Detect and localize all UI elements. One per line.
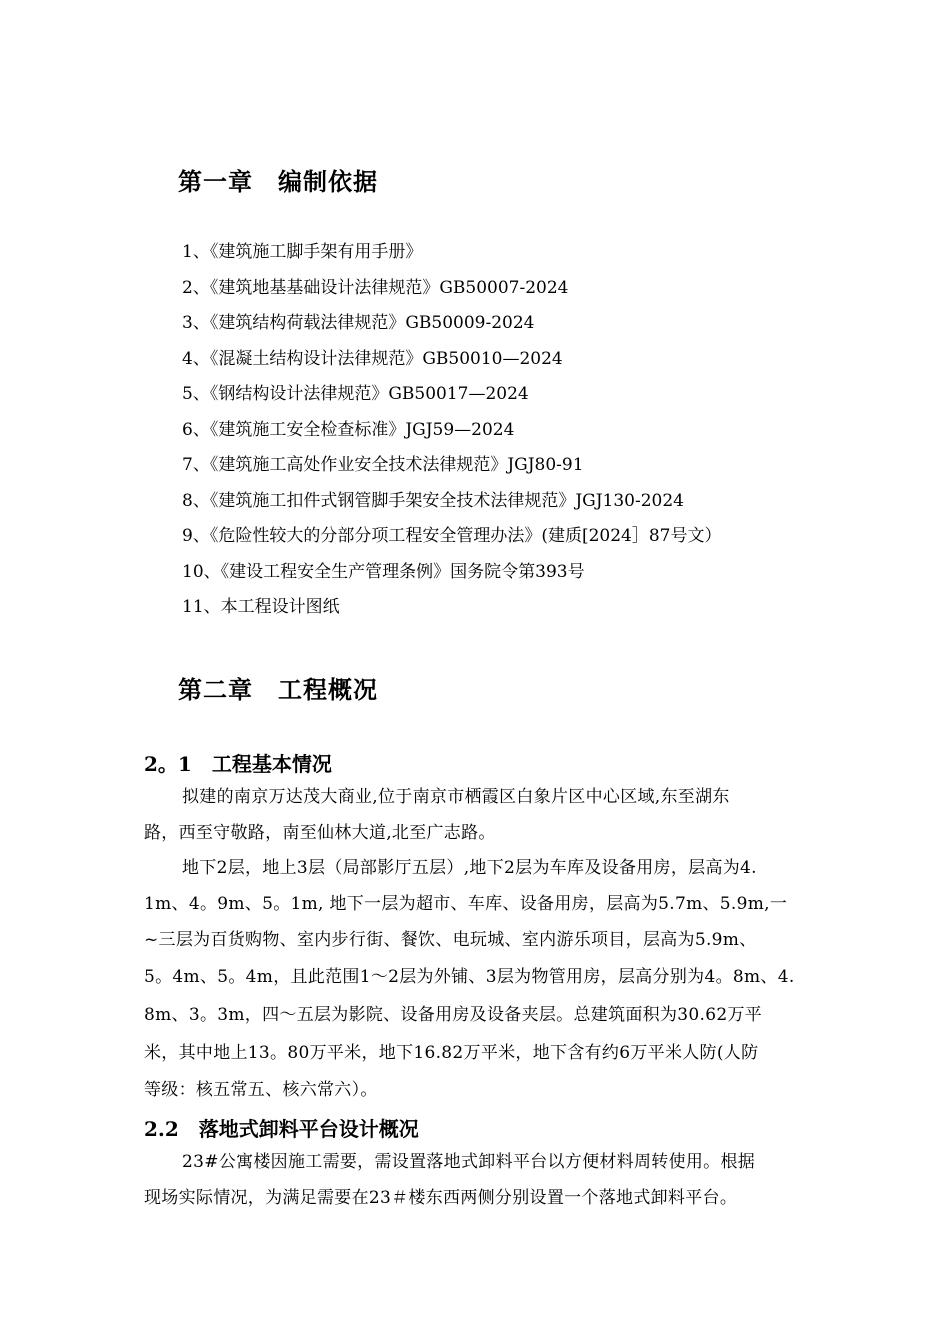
reference-item: 7、《建筑施工高处作业安全技术法律规范》JGJ80-91 bbox=[182, 455, 584, 475]
section-heading: 2.2 落地式卸料平台设计概况 bbox=[144, 1117, 419, 1141]
reference-item: 1、《建筑施工脚手架有用手册》 bbox=[182, 242, 423, 262]
reference-item: 2、《建筑地基基础设计法律规范》GB50007-2024 bbox=[182, 278, 569, 298]
paragraph-line: 23#公寓楼因施工需要，需设置落地式卸料平台以方便材料周转使用。根据 bbox=[182, 1152, 756, 1172]
chapter-1-title: 第一章 编制依据 bbox=[178, 167, 378, 196]
paragraph-line: 等级：核五常五、核六常六）。 bbox=[144, 1080, 378, 1100]
paragraph-line: 5。4m、5。4m，且此范围1～2层为外铺、3层为物管用房，层高分别为4。8m、4. bbox=[144, 967, 795, 987]
section-heading: 2。1 工程基本情况 bbox=[144, 752, 332, 776]
paragraph-line: 8m、3。3m，四～五层为影院、设备用房及设备夹层。总建筑面积为30.62万平 bbox=[144, 1005, 763, 1025]
reference-item: 8、《建筑施工扣件式钢管脚手架安全技术法律规范》JGJ130-2024 bbox=[182, 491, 684, 511]
reference-item: 4、《混凝土结构设计法律规范》GB50010—2024 bbox=[182, 349, 563, 369]
paragraph-line: ~三层为百货购物、室内步行街、餐饮、电玩城、室内游乐项目，层高为5.9m、 bbox=[144, 930, 757, 950]
paragraph-line: 地下2层，地上3层（局部影厅五层）,地下2层为车库及设备用房，层高为4. bbox=[182, 858, 757, 878]
paragraph-line: 拟建的南京万达茂大商业,位于南京市栖霞区白象片区中心区域,东至湖东 bbox=[182, 787, 730, 807]
chapter-2-title: 第二章 工程概况 bbox=[178, 675, 378, 704]
paragraph-line: 现场实际情况，为满足需要在23＃楼东西两侧分别设置一个落地式卸料平台。 bbox=[144, 1188, 738, 1208]
reference-item: 5、《钢结构设计法律规范》GB50017—2024 bbox=[182, 384, 529, 404]
reference-item: 10、《建设工程安全生产管理条例》国务院令第393号 bbox=[182, 562, 585, 582]
paragraph-line: 米，其中地上13。80万平米，地下16.82万平米，地下含有约6万平米人防(人防 bbox=[144, 1043, 759, 1063]
reference-item: 6、《建筑施工安全检查标准》JGJ59—2024 bbox=[182, 420, 515, 440]
reference-item: 9、《危险性较大的分部分项工程安全管理办法》(建质[2024］87号文） bbox=[182, 526, 722, 546]
paragraph-line: 路，西至守敬路，南至仙林大道,北至广志路。 bbox=[144, 823, 496, 843]
reference-item: 3、《建筑结构荷载法律规范》GB50009-2024 bbox=[182, 313, 535, 333]
reference-item: 11、本工程设计图纸 bbox=[182, 597, 340, 617]
paragraph-line: 1m、4。9m、5。1m, 地下一层为超市、车库、设备用房，层高为5.7m、5.9m,一 bbox=[144, 894, 788, 914]
